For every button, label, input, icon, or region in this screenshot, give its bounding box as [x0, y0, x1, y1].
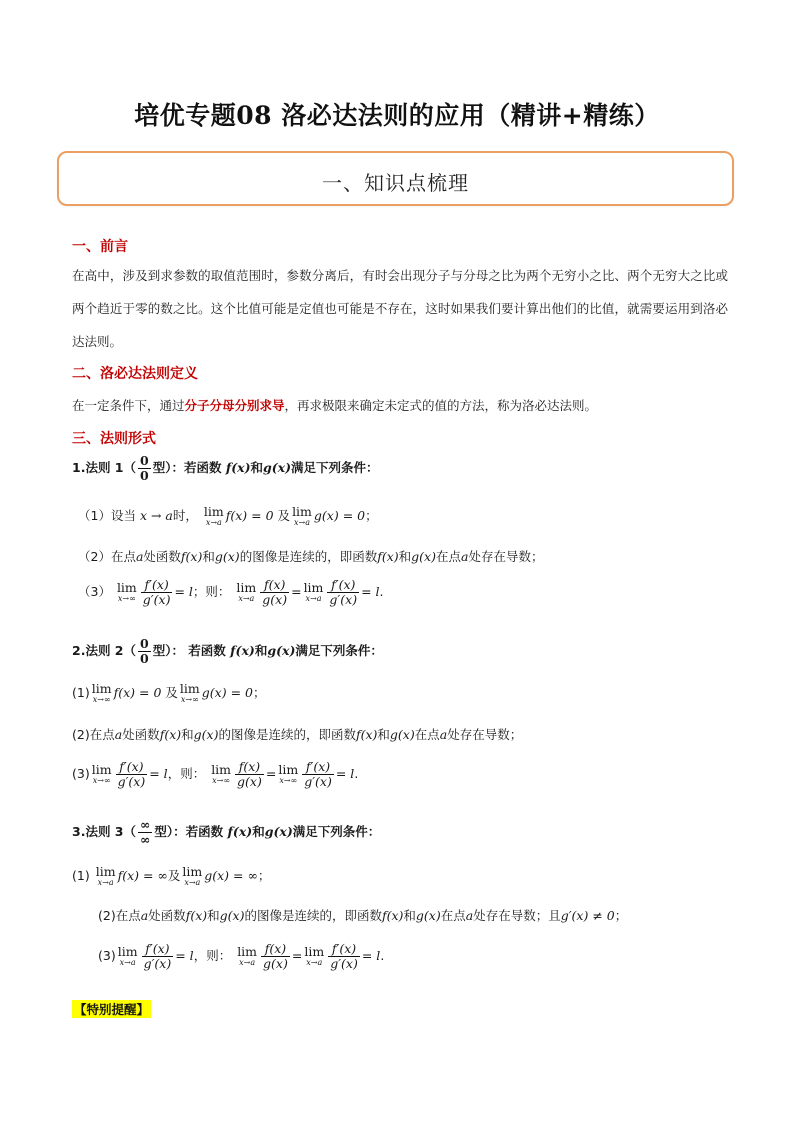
r1c3-then: ；则：: [192, 583, 231, 599]
r2c2-e: 处存在导数；: [447, 727, 523, 742]
page-title: 培优专题08 洛必达法则的应用（精讲+精练）: [134, 101, 660, 130]
r2c3-frac2: [235, 760, 264, 789]
r2c2-fx2: f(x): [355, 727, 378, 742]
rule1-head-a: 1.法则 1（: [72, 459, 136, 475]
r2c2-d: 在点: [414, 727, 440, 742]
rule2-frac-num: 0: [140, 636, 149, 651]
r3c1-c: 及: [167, 868, 181, 883]
rule3-type-fraction: [138, 818, 152, 847]
rule3-head-c: 满足下列条件：: [292, 823, 381, 839]
heading-definition: 二、洛必达法则定义: [72, 366, 198, 382]
r1c1-a: （1）设当: [78, 508, 136, 523]
r1c2-and2: 和: [398, 549, 412, 564]
lim-sub: x→a: [205, 517, 222, 527]
lim-text: lim: [211, 762, 232, 777]
r3c2-fx: f(x): [185, 908, 208, 923]
lim-sub: x→a: [239, 957, 256, 967]
r2c1-lim2: [180, 683, 200, 704]
r1c3-a: （3）: [78, 583, 111, 599]
r3c3-frac2: [261, 942, 290, 971]
r3c2-c: 的图像是连续的，即函数: [244, 908, 382, 923]
r2c3-lim3: [278, 764, 298, 785]
frac-num: f′(x): [141, 578, 173, 593]
r2c2-fx: f(x): [159, 727, 182, 742]
r3c2-and2: 和: [403, 908, 416, 923]
r3c3-end: .: [380, 947, 385, 963]
r3c2-and: 和: [207, 908, 220, 923]
lim-text: lim: [91, 681, 112, 697]
r1c2-gx2: g(x): [411, 549, 436, 564]
rule2-head-c: 满足下列条件：: [295, 642, 383, 658]
r1c1-eq0b: = 0: [342, 508, 366, 523]
r1c3-lim3: [304, 582, 324, 603]
r1c2-d: 在点: [435, 549, 461, 564]
frac-den: g′(x): [304, 773, 332, 789]
r2c2-and: 和: [181, 727, 194, 742]
r2c1-a: (1): [72, 685, 90, 700]
rule3-cond1: [72, 866, 270, 887]
section-header-box: [57, 151, 734, 206]
lim-sub: x→a: [238, 593, 255, 603]
r1c3-frac2: [260, 578, 289, 607]
r1c1-lim1: [204, 506, 224, 527]
r2c3-lim2: [211, 764, 231, 785]
r3c1-lim1: [96, 866, 116, 887]
lim-sub: x→∞: [92, 775, 111, 785]
r3c2-a: (2)在点: [98, 908, 141, 923]
frac-den: g′(x): [117, 773, 146, 789]
r1c1-end: ；: [365, 508, 378, 523]
lim-text: lim: [292, 504, 312, 520]
frac-num: f′(x): [142, 942, 174, 957]
heading-forms: 三、法则形式: [72, 431, 156, 447]
rule3-head-a: 3.法则 3（: [72, 823, 136, 839]
r1c2-b: 处函数: [143, 549, 181, 564]
rule2-cond3: (3) lim x→∞ $\frac{f'(x)}{g'(x)}$ = l，则： lim x→∞ $\frac{f(x)}{g(x)}$ = lim x→∞ $\frac{f'(x)}{g'(x)}$ = l.: [72, 759, 359, 789]
lim-text: lim: [278, 762, 299, 777]
r2c2-b: 处函数: [122, 727, 160, 742]
lim-sub: x→a: [184, 877, 201, 887]
rule2-cond1: [72, 683, 265, 704]
r1c2-pt: a: [135, 549, 144, 564]
rule1-type-fraction: [138, 454, 151, 483]
rule1-cond3: （3） lim x→∞ $\frac{f'(x)}{g'(x)}$ = l；则： lim x→a $\frac{f(x)}{g(x)}$ = lim x→a $\frac{f'(x)}{g'(x)}$ = l.: [78, 577, 384, 607]
r3c1-fx: f(x): [117, 868, 139, 883]
r2c3-a: (3): [72, 765, 90, 781]
r2c1-gx: g(x): [201, 685, 227, 700]
frac-den: g(x): [262, 591, 288, 607]
rule1-fx: f(x): [225, 459, 251, 475]
r3c1-gx: g(x): [204, 868, 230, 883]
preface-paragraph: 在高中，涉及到求参数的取值范围时，参数分离后，有时会出现分子与分母之比为两个无穷小之比、两个无穷大之比或两个趋近于零的数之比。这个比值可能是定值也可能是不存在，这时如果我们要计算出他们的比值，就需要运用到洛必达法则。: [72, 268, 728, 349]
r3c3-frac3: [328, 942, 360, 971]
rule1-gx: g(x): [263, 459, 292, 475]
r1c3-end: .: [379, 583, 384, 599]
r1c3-eql2: = l: [361, 583, 380, 599]
r1c2-pt2: a: [460, 549, 469, 564]
r1c2-fx2: f(x): [377, 549, 399, 564]
r2c3-frac3: [302, 760, 334, 789]
r3c1-end: ；: [257, 868, 271, 883]
lim-text: lim: [95, 864, 116, 880]
heading-preface: 一、前言: [72, 239, 128, 255]
lim-sub: x→a: [97, 877, 114, 887]
r2c3-then: ，则：: [167, 765, 206, 781]
frac-den: g′(x): [330, 955, 358, 971]
definition-highlight: 分子分母分别求导: [184, 398, 285, 413]
r1c1-x-to-a: x → a: [139, 508, 173, 523]
r1c1-lim2: [292, 506, 312, 527]
lim-text: lim: [236, 580, 257, 595]
lim-text: lim: [179, 681, 200, 697]
rule2-head-a: 2.法则 2（: [72, 642, 136, 658]
r1c3-frac1: [141, 578, 173, 607]
r2c2-pt2: a: [439, 727, 448, 742]
lim-text: lim: [182, 864, 203, 880]
r1c2-gx: g(x): [214, 549, 240, 564]
r1c1-gx: g(x): [313, 508, 339, 523]
lim-sub: x→a: [119, 957, 136, 967]
lim-text: lim: [117, 944, 138, 959]
lim-text: lim: [203, 504, 224, 520]
r1c1-fx: f(x): [225, 508, 248, 523]
lim-sub: x→a: [305, 593, 322, 603]
frac-num: f(x): [261, 942, 290, 957]
r3c3-eql2: = l: [361, 947, 381, 963]
lim-sub: x→a: [294, 517, 310, 527]
r3c1-lim2: [182, 866, 202, 887]
rule1-title: [72, 454, 379, 483]
r2c2-pt: a: [114, 727, 123, 742]
rule2-title: [72, 637, 383, 666]
r2c1-eq0: = 0: [139, 685, 162, 700]
rule3-and: 和: [252, 823, 265, 839]
lim-sub: x→∞: [92, 694, 111, 704]
r3c2-d: 在点: [440, 908, 466, 923]
r3c1-eqinf: = ∞: [142, 868, 168, 883]
r2c1-c: 及: [165, 685, 178, 700]
r2c2-gx2: g(x): [389, 727, 415, 742]
lim-text: lim: [116, 580, 137, 595]
rule1-head-b: 型）：若函数: [152, 459, 222, 475]
frac-den: g(x): [263, 955, 288, 971]
frac-den: g(x): [237, 773, 262, 789]
frac-den: g′(x): [142, 591, 171, 607]
frac-den: g′(x): [143, 955, 172, 971]
r1c2-and: 和: [202, 549, 215, 564]
frac-num: f(x): [260, 578, 289, 593]
lim-text: lim: [304, 944, 325, 959]
rule3-cond2: [98, 906, 627, 924]
definition-pre: 在一定条件下，通过: [72, 398, 185, 413]
rule3-gx: g(x): [264, 823, 293, 839]
r3c2-gx2: g(x): [415, 908, 441, 923]
r1c1-eq0: = 0: [251, 508, 274, 523]
rule2-gx: g(x): [267, 642, 296, 658]
r3c3-lim1: [118, 946, 138, 967]
r1c3-lim2: [236, 582, 256, 603]
r2c2-and2: 和: [377, 727, 390, 742]
rule1-cond2: [78, 547, 543, 565]
r3c2-gp-ne0: g′(x) ≠ 0: [560, 908, 615, 923]
rule1-frac-num: 0: [140, 453, 149, 468]
frac-num: f′(x): [116, 760, 148, 775]
rule3-title: [72, 818, 380, 847]
r3c2-e: 处存在导数；且: [473, 908, 561, 923]
lim-text: lim: [303, 580, 324, 595]
rule3-cond3: (3) lim x→a $\frac{f'(x)}{g'(x)}$ = l，则： lim x→a $\frac{f(x)}{g(x)}$ = lim x→a $\frac{f'(x)}{g'(x)}$ = l.: [98, 941, 385, 971]
frac-den: g′(x): [329, 591, 358, 607]
r2c3-lim1: [92, 764, 112, 785]
rule2-type-fraction: [138, 637, 151, 666]
frac-num: f′(x): [328, 942, 360, 957]
rule3-frac-num: ∞: [140, 817, 151, 832]
rule2-head-b: 型）： 若函数: [152, 642, 226, 658]
r3c2-pt2: a: [465, 908, 474, 923]
r3c2-b: 处函数: [148, 908, 186, 923]
r3c3-lim2: [237, 946, 257, 967]
rule2-fx: f(x): [230, 642, 255, 658]
r2c1-eq0b: = 0: [230, 685, 253, 700]
r1c3-frac3: [327, 578, 359, 607]
lim-text: lim: [91, 762, 112, 777]
rule1-cond1: [78, 506, 378, 527]
r3c2-fx2: f(x): [381, 908, 404, 923]
r3c1-eqinf2: = ∞: [233, 868, 258, 883]
definition-line: [72, 396, 597, 414]
r3c2-pt: a: [140, 908, 149, 923]
rule1-head-c: 满足下列条件：: [291, 459, 379, 475]
r2c1-fx: f(x): [113, 685, 136, 700]
r3c1-a: (1): [72, 868, 90, 883]
r2c2-gx: g(x): [193, 727, 219, 742]
rule2-and: 和: [254, 642, 268, 658]
r1c3-lim1: [117, 582, 137, 603]
r1c2-a: （2）在点: [78, 549, 136, 564]
rule3-fx: f(x): [227, 823, 253, 839]
r2c3-frac1: [116, 760, 148, 789]
r2c2-a: (2)在点: [72, 727, 115, 742]
r1c3-eql: = l: [174, 583, 193, 599]
r2c1-end: ；: [252, 685, 266, 700]
r1c1-b: 时，: [172, 508, 198, 523]
r2c3-end: .: [354, 765, 359, 781]
r1c2-c: 的图像是连续的，即函数: [239, 549, 378, 564]
lim-sub: x→∞: [117, 593, 136, 603]
definition-post: ，再求极限来确定未定式的值的方法，称为洛必达法则。: [284, 398, 598, 413]
r3c3-frac1: [142, 942, 174, 971]
r3c3-a: (3): [98, 947, 116, 963]
rule2-frac-den: 0: [140, 650, 149, 666]
frac-num: f′(x): [327, 578, 359, 593]
rule2-cond2: [72, 725, 522, 743]
r3c2-end: ；: [614, 908, 628, 923]
frac-num: f′(x): [302, 760, 334, 775]
r3c3-then: ，则：: [193, 947, 232, 963]
rule3-head-b: 型）：若函数: [154, 823, 224, 839]
frac-num: f(x): [235, 760, 264, 775]
lim-sub: x→a: [306, 957, 323, 967]
r3c2-gx: g(x): [219, 908, 245, 923]
lim-sub: x→∞: [180, 694, 199, 704]
r3c3-eql: = l: [175, 947, 194, 963]
lim-sub: x→∞: [212, 775, 231, 785]
lim-text: lim: [237, 944, 258, 959]
r1c2-fx: f(x): [180, 549, 203, 564]
section-header-text: 一、知识点梳理: [322, 171, 469, 195]
lim-sub: x→∞: [279, 775, 298, 785]
rule1-and: 和: [250, 459, 264, 475]
rule1-frac-den: 0: [140, 467, 149, 483]
special-reminder-label: 【特别提醒】: [74, 1002, 150, 1017]
r2c2-c: 的图像是连续的，即函数: [218, 727, 356, 742]
r2c1-lim1: [92, 683, 112, 704]
r2c3-eql: = l: [149, 765, 168, 781]
r1c2-e: 处存在导数；: [468, 549, 544, 564]
r3c3-lim3: [304, 946, 324, 967]
rule3-frac-den: ∞: [140, 831, 151, 847]
r2c3-eql2: = l: [335, 765, 355, 781]
r1c1-c: 及: [277, 508, 291, 523]
